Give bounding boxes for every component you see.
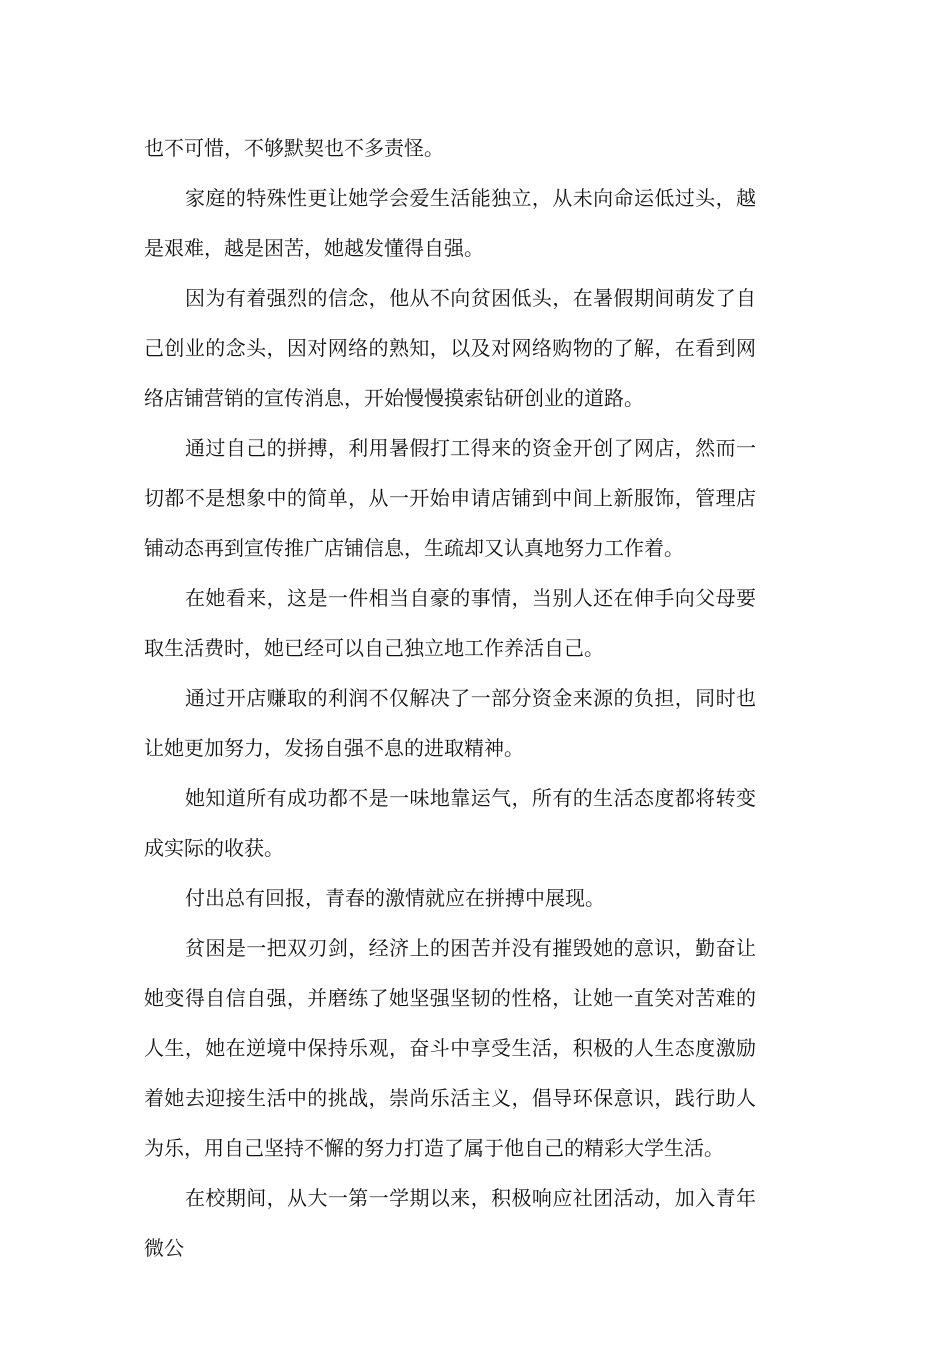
paragraph: 因为有着强烈的信念，他从不向贫困低头，在暑假期间萌发了自己创业的念头，因对网络的熟知，以及对网络购物的了解，在看到网络店铺营销的宣传消息，开始慢慢摸索钻研创业的道路。 xyxy=(144,286,756,410)
paragraph: 通过自己的拼搏，利用暑假打工得来的资金开创了网店，然而一切都不是想象中的简单，从一开始申请店铺到中间上新服饰，管理店铺动态再到宣传推广店铺信息，生疏却又认真地努力工作着。 xyxy=(144,436,756,560)
paragraph: 通过开店赚取的利润不仅解决了一部分资金来源的负担，同时也让她更加努力，发扬自强不息的进取精神。 xyxy=(144,686,756,760)
paragraph: 贫困是一把双刃剑，经济上的困苦并没有摧毁她的意识，勤奋让她变得自信自强，并磨练了她坚强坚韧的性格，让她一直笑对苦难的人生，她在逆境中保持乐观，奋斗中享受生活，积极的人生态度激励着她去迎接生活中的挑战，崇尚乐活主义，倡导环保意识，践行助人为乐，用自己坚持不懈的努力打造了属于他自己的精彩大学生活。 xyxy=(144,936,756,1160)
paragraph: 家庭的特殊性更让她学会爱生活能独立，从未向命运低过头，越是艰难，越是困苦，她越发懂得自强。 xyxy=(144,186,756,260)
paragraph: 付出总有回报，青春的激情就应在拼搏中展现。 xyxy=(185,886,605,910)
document-body xyxy=(144,123,756,1273)
paragraph: 在她看来，这是一件相当自豪的事情，当别人还在伸手向父母要取生活费时，她已经可以自己独立地工作养活自己。 xyxy=(144,586,756,660)
paragraph: 也不可惜，不够默契也不多责怪。 xyxy=(144,136,444,160)
paragraph: 她知道所有成功都不是一味地靠运气，所有的生活态度都将转变成实际的收获。 xyxy=(144,786,756,860)
paragraph: 在校期间，从大一第一学期以来，积极响应社团活动，加入青年微公 xyxy=(144,1186,756,1260)
